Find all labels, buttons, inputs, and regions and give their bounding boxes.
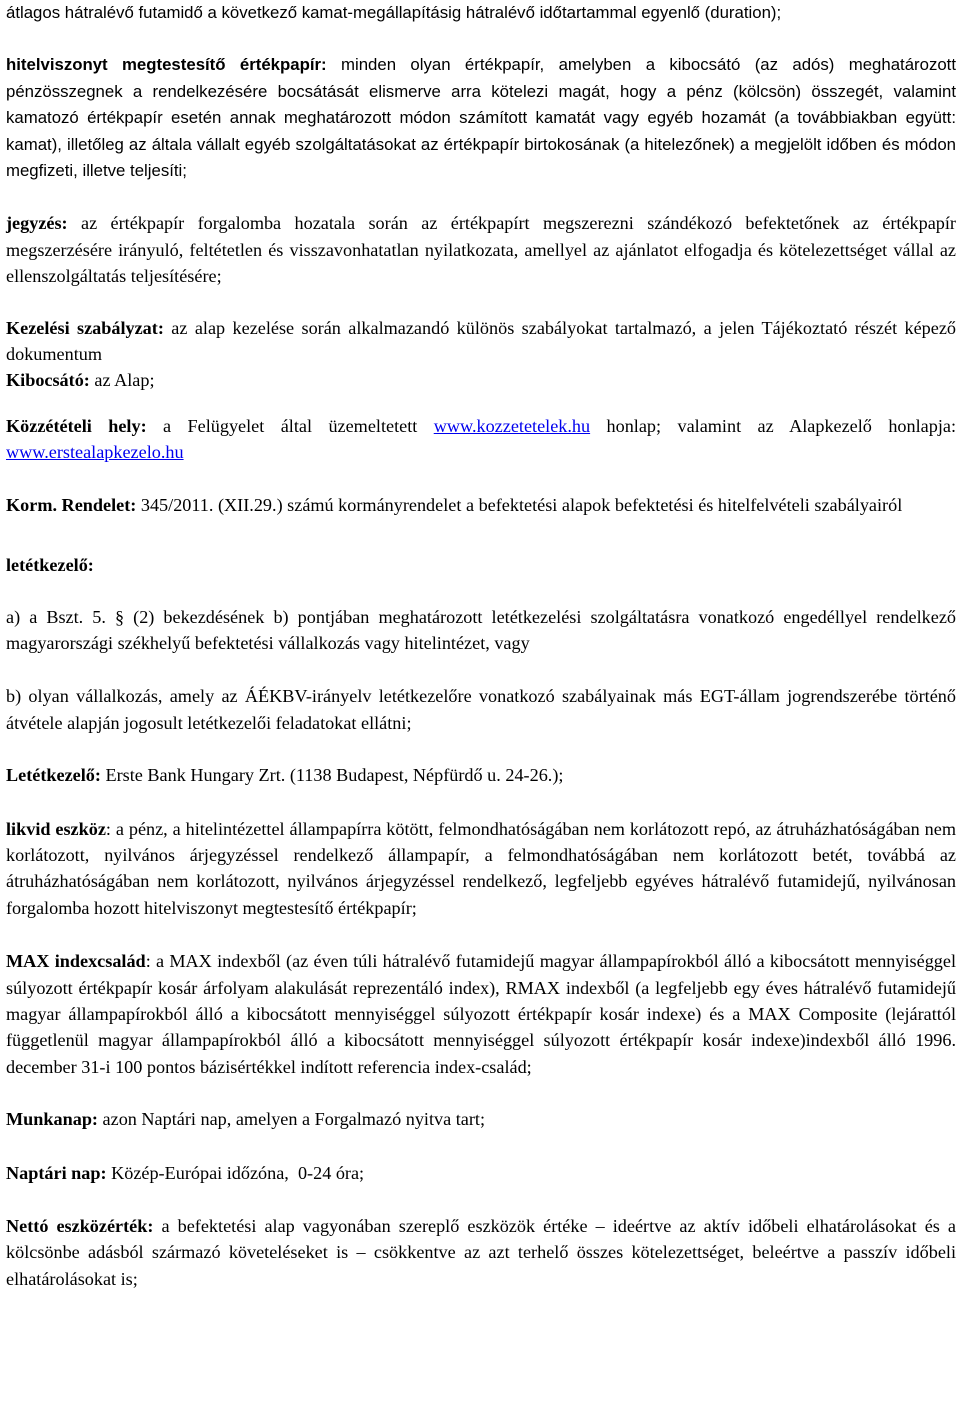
kozzeteteli-text-before: a Felügyelet által üzemeltetett	[146, 415, 434, 436]
kezelesi-term: Kezelési szabályzat:	[6, 317, 164, 338]
letetkezelo-a-paragraph	[6, 604, 956, 657]
letetkezelo-a-text: a) a Bszt. 5. § (2) bekezdésének b) pontjában meghatározott letétkezelési szolgáltatásra vonatkozó engedéllyel rendelkező magyarországi székhelyű befektetési vállalkozás vagy hitelintézet, vagy	[6, 606, 956, 653]
netto-paragraph	[6, 1213, 956, 1292]
kozzeteteli-text-middle: honlap; valamint az Alapkezelő honlapja:	[590, 415, 956, 436]
letetkezelo-b-text: b) olyan vállalkozás, amely az ÁÉKBV-irányelv letétkezelőre vonatkozó szabályainak más EGT-állam jogrendszerébe történő átvétele alapján jogosult letétkezelői feladatokat ellátni;	[6, 686, 956, 733]
document-page	[6, 0, 956, 1292]
likvid-text: : a pénz, a hitelintézettel állampapírra kötött, felmondhatóságában nem korlátozott repó, az átruházhatóságában nem korlátozott, nyilvános árjegyzéssel rendelkező állampapír, a felmondhatóságában nem korlátozott betét, továbbá az átruházhatóságában nem korlátozott, nyilvános árjegyzéssel rendelkező, legfeljebb egyéves hátralévő futamidejű, nyilvánosan forgalomba hozott hitelviszonyt megtestesítő értékpapír;	[6, 818, 956, 918]
korm-term: Korm. Rendelet:	[6, 494, 137, 515]
naptari-term: Naptári nap:	[6, 1162, 107, 1183]
kezelesi-paragraph	[6, 315, 956, 368]
erstealapkezelo-link[interactable]: www.erstealapkezelo.hu	[6, 442, 184, 463]
duration-text: átlagos hátralévő futamidő a következő kamat-megállapításig hátralévő időtartammal egyenlő (duration);	[6, 3, 782, 22]
letetkezelo-name-text: Erste Bank Hungary Zrt. (1138 Budapest, Népfürdő u. 24-26.);	[100, 765, 564, 786]
naptari-text: Közép-Európai időzóna, 0-24 óra;	[106, 1162, 365, 1183]
korm-paragraph	[6, 492, 956, 518]
likvid-paragraph	[6, 816, 956, 922]
letetkezelo-name-paragraph	[6, 762, 956, 788]
likvid-term: likvid eszköz	[6, 818, 106, 839]
letetkezelo-b-paragraph	[6, 683, 956, 736]
kezelesi-text: az alap kezelése során alkalmazandó különös szabályokat tartalmazó, a jelen Tájékoztató részét képező dokumentum	[6, 317, 957, 365]
hitelviszony-text: minden olyan értékpapír, amelyben a kibocsátó (az adós) meghatározott pénzösszegnek a rendelkezésére bocsátását elismerve arra kötelezi magát, hogy a pénz (kölcsön) összegét, valamint kamatozó értékpapír esetén annak meghatározott módon számított kamatát vagy egyéb hozamát (a továbbiakban együtt: kamat), illetőleg az általa vállalt egyéb szolgáltatásokat az értékpapír birtokosának (a hitelezőnek) a megjelölt időben és módon megfizeti, illetve teljesíti;	[6, 55, 956, 181]
letetkezelo-def-term: letétkezelő:	[6, 555, 94, 576]
kibocsato-text: az Alap;	[89, 370, 155, 391]
kozzetetelek-link[interactable]: www.kozzetetelek.hu	[433, 415, 591, 436]
naptari-paragraph	[6, 1160, 956, 1186]
jegyzes-paragraph	[6, 210, 956, 289]
max-paragraph	[6, 948, 956, 1080]
letetkezelo-name-term: Letétkezelő:	[6, 765, 101, 786]
max-term: MAX indexcsalád	[6, 951, 146, 972]
jegyzes-text: az értékpapír forgalomba hozatala során az értékpapírt megszerezni szándékozó befektetőnek az értékpapír megszerzésére irányuló, feltétetlen és visszavonhatatlan nyilatkozata, amellyel az ajánlatot elfogadja és kötelezettséget vállal az ellenszolgáltatás teljesítésére;	[6, 213, 956, 287]
munkanap-text: azon Naptári nap, amelyen a Forgalmazó nyitva tart;	[98, 1109, 486, 1130]
jegyzes-term: jegyzés:	[6, 213, 68, 234]
munkanap-term: Munkanap:	[6, 1109, 98, 1130]
munkanap-paragraph	[6, 1106, 956, 1132]
netto-text: a befektetési alap vagyonában szereplő eszközök értéke – ideértve az aktív időbeli elhatárolásokat és a kölcsönbe adásból származó követeléseket is – csökkentve az azt terhelő összes kötelezettséget, beleértve a passzív időbeli elhatárolásokat is;	[6, 1216, 957, 1289]
kibocsato-term: Kibocsátó:	[6, 370, 90, 391]
kozzeteteli-paragraph	[6, 413, 956, 466]
netto-term: Nettó eszközérték:	[6, 1216, 154, 1236]
hitelviszony-paragraph	[6, 52, 956, 184]
hitelviszony-term: hitelviszonyt megtestesítő értékpapír:	[6, 55, 327, 75]
max-text: : a MAX indexből (az éven túli hátralévő futamidejű magyar állampapírokból álló a kibocsátott mennyiséggel súlyozott értékpapír kosár árfolyam alakulását reprezentáló index), RMAX indexből (a legfeljebb egy éves hátralévő futamidejű magyar állampapírokból álló a kibocsátott mennyiséggel súlyozott értékpapír kosár indexe) és a MAX Composite (lejárattól függetlenül magyar állampapírokból álló a kibocsátott mennyiséggel súlyozott értékpapír kosár indexe)indexből álló 1996. december 31-i 100 pontos bázisértékkel indított referencia index-család;	[6, 951, 957, 1077]
duration-paragraph	[6, 0, 956, 26]
kozzeteteli-term: Közzétételi hely:	[6, 415, 147, 436]
korm-text: 345/2011. (XII.29.) számú kormányrendelet a befektetési alapok befektetési és hitelfelvételi szabályairól	[136, 494, 903, 515]
letetkezelo-definition-heading	[6, 552, 956, 578]
kibocsato-paragraph	[6, 367, 956, 393]
